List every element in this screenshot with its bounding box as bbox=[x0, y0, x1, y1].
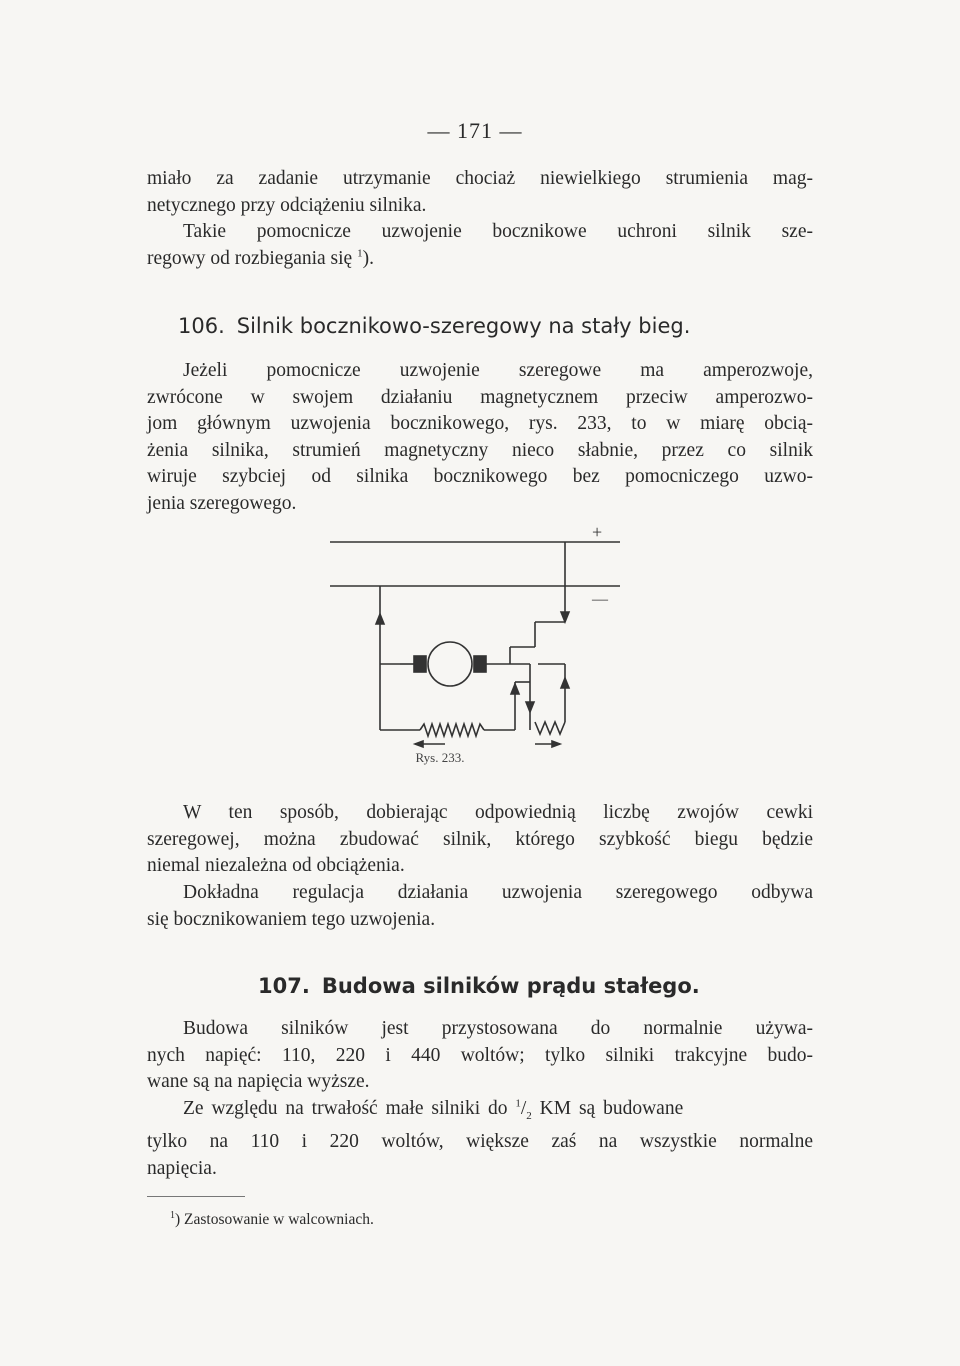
text-line: napięcia. bbox=[147, 1157, 217, 1179]
text-line bbox=[147, 246, 813, 273]
section-number: 106. bbox=[178, 314, 225, 338]
text-fragment: ). bbox=[362, 247, 374, 269]
section-title: Budowa silników prądu stałego. bbox=[321, 974, 700, 998]
paragraph-4 bbox=[147, 800, 813, 880]
arrow-up-icon bbox=[561, 678, 569, 688]
page-number: — 171 — bbox=[427, 118, 523, 143]
text-line: się bocznikowaniem tego uzwojenia. bbox=[147, 908, 436, 930]
text-line: wane są na napięcia wyższe. bbox=[147, 1071, 370, 1092]
footnote-divider bbox=[147, 1196, 245, 1197]
fraction-denominator: 2 bbox=[526, 1109, 532, 1122]
paragraph-3 bbox=[147, 358, 813, 517]
footnote-marker: 1 bbox=[170, 1209, 175, 1221]
brush-right bbox=[474, 656, 486, 672]
arrow-up-icon bbox=[376, 614, 384, 624]
text-line: miało za zadanie utrzymanie chociaż niewielkiego strumienia mag- bbox=[147, 168, 813, 189]
text-line: zwrócone w swojem działaniu magnetycznem przeciw amperozwo- bbox=[147, 386, 813, 408]
text-line: jom głównym uzwojenia bocznikowego, rys. 233, to w miarę obcią- bbox=[147, 413, 813, 434]
fraction-numerator: 1 bbox=[515, 1097, 521, 1110]
brush-left bbox=[414, 656, 426, 672]
text-line: żenia silnika, strumień magnetyczny nieco słabnie, przez co silnik bbox=[147, 439, 813, 461]
text-line: Budowa silników jest przystosowana do normalnie używa- bbox=[183, 1018, 813, 1039]
text-line: niemal niezależna od obciążenia. bbox=[147, 855, 405, 876]
text-line: Ze względu na trwałość małe silniki do $^1/_2$ KM są budowane bbox=[183, 1097, 684, 1122]
text-line: szeregowej, można zbudować silnik, którego szybkość biegu będzie bbox=[147, 828, 813, 850]
text-line: nych napięć: 110, 220 i 440 woltów; tylko silniki trakcyjne budo- bbox=[147, 1044, 813, 1066]
paragraph-2 bbox=[147, 219, 813, 272]
footnote-text: ) Zastosowanie w walcowniach. bbox=[175, 1211, 374, 1228]
paragraph-5 bbox=[147, 880, 813, 933]
text-line: wiruje szybciej od silnika bocznikowego bez pomocniczego uzwo- bbox=[147, 466, 813, 487]
paragraph-1 bbox=[147, 166, 813, 219]
footnote bbox=[170, 1211, 374, 1229]
figure-caption: Rys. 233. bbox=[415, 750, 465, 765]
section-number: 107. bbox=[258, 974, 310, 998]
section-heading-106 bbox=[178, 314, 690, 338]
paragraph-6 bbox=[147, 1016, 813, 1096]
arrow-up-icon bbox=[511, 684, 519, 694]
arrow-down-icon bbox=[561, 612, 569, 622]
shunt-coil bbox=[420, 724, 484, 736]
section-title: Silnik bocznikowo-szeregowy na stały bieg. bbox=[236, 314, 691, 338]
series-coil bbox=[535, 722, 565, 734]
footnote-reference: 1 bbox=[357, 247, 363, 259]
text-fragment: regowy od rozbiegania się bbox=[147, 247, 353, 269]
text-line: W ten sposób, dobierając odpowiednią liczbę zwojów cewki bbox=[183, 802, 813, 823]
motor-armature bbox=[428, 642, 472, 686]
text-line: Dokładna regulacja działania uzwojenia szeregowego odbywa bbox=[183, 882, 813, 903]
text-line: tylko na 110 i 220 woltów, większe zaś na wszystkie normalne bbox=[147, 1131, 813, 1153]
text-line: Takie pomocnicze uzwojenie bocznikowe uchroni silnik sze- bbox=[183, 221, 813, 242]
arrow-left-icon bbox=[415, 741, 423, 747]
arrow-right-icon bbox=[552, 741, 560, 747]
text-fragment: Ze względu na trwałość małe silniki do bbox=[183, 1098, 508, 1119]
arrow-down-icon bbox=[526, 702, 534, 712]
plus-label: + bbox=[592, 522, 603, 542]
section-heading-107 bbox=[258, 974, 700, 998]
minus-label: — bbox=[592, 591, 608, 608]
paragraph-7 bbox=[147, 1096, 813, 1182]
text-line: Jeżeli pomocnicze uzwojenie szeregowe ma amperozwoje, bbox=[183, 360, 813, 381]
text-fragment: KM są budowane bbox=[539, 1098, 684, 1119]
circuit-diagram bbox=[320, 522, 630, 752]
text-line: jenia szeregowego. bbox=[147, 492, 297, 514]
text-line: netycznego przy odciążeniu silnika. bbox=[147, 194, 427, 216]
